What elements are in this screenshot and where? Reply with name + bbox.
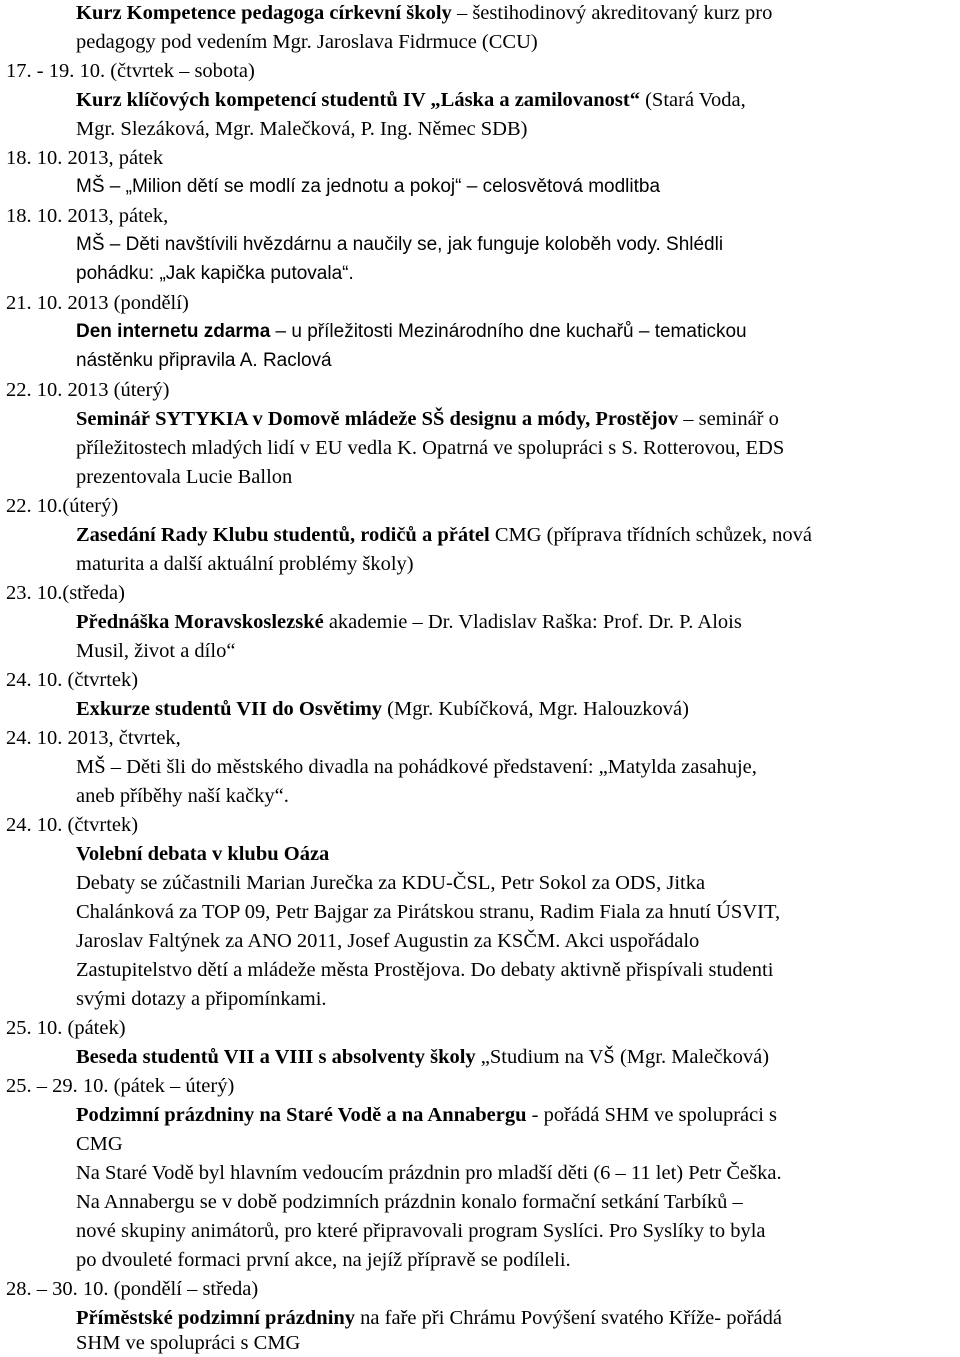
entry-line: Chalánková za TOP 09, Petr Bajgar za Pirátskou stranu, Radim Fiala za hnutí ÚSVIT, bbox=[76, 901, 781, 923]
entry-date: 17. - 19. 10. (čtvrtek – sobota) bbox=[6, 60, 255, 82]
entry-line: Seminář SYTYKIA v Domově mládeže SŠ designu a módy, Prostějov – seminář o bbox=[76, 408, 779, 430]
entry-date: 24. 10. (čtvrtek) bbox=[6, 669, 139, 691]
entry-line: Musil, život a dílo“ bbox=[76, 640, 236, 662]
entry-line: MŠ – Děti navštívili hvězdárnu a naučily se, jak funguje koloběh vody. Shlédli bbox=[76, 234, 724, 255]
entry-line: příležitostech mladých lidí v EU vedla K. Opatrná ve spolupráci s S. Rotterovou, EDS bbox=[76, 437, 785, 459]
entry-line: MŠ – Děti šli do městského divadla na pohádkové představení: „Matylda zasahuje, bbox=[76, 756, 757, 778]
entry-date: 23. 10.(středa) bbox=[6, 582, 125, 604]
entry-date: 25. 10. (pátek) bbox=[6, 1017, 126, 1039]
entry-heading: Volební debata v klubu Oáza bbox=[76, 843, 330, 865]
entry-line: Exkurze studentů VII do Osvětimy (Mgr. Kubíčková, Mgr. Halouzková) bbox=[76, 698, 689, 720]
entry-line: maturita a další aktuální problémy školy) bbox=[76, 553, 414, 575]
entry-date: 24. 10. (čtvrtek) bbox=[6, 814, 139, 836]
entry-line: Kurz Kompetence pedagoga církevní školy – šestihodinový akreditovaný kurz pro bbox=[76, 2, 773, 24]
entry-date: 28. – 30. 10. (pondělí – středa) bbox=[6, 1278, 259, 1300]
entry-line: Zastupitelstvo dětí a mládeže města Prostějova. Do debaty aktivně přispívali studenti bbox=[76, 959, 774, 981]
entry-line: SHM ve spolupráci s CMG bbox=[76, 1332, 301, 1354]
entry-line: nové skupiny animátorů, pro které připravovali program Syslíci. Pro Syslíky to byla bbox=[76, 1220, 766, 1242]
entry-line: svými dotazy a připomínkami. bbox=[76, 988, 327, 1010]
entry-line: MŠ – „Milion dětí se modlí za jednotu a pokoj“ – celosvětová modlitba bbox=[76, 176, 661, 197]
entry-line: CMG bbox=[76, 1133, 123, 1155]
entry-line: pedagogy pod vedením Mgr. Jaroslava Fidrmuce (CCU) bbox=[76, 31, 538, 53]
entry-line: po dvouleté formaci první akce, na jejíž přípravě se podíleli. bbox=[76, 1249, 571, 1271]
entry-date: 22. 10. 2013 (úterý) bbox=[6, 379, 170, 401]
entry-line: nástěnku připravila A. Raclová bbox=[76, 350, 332, 371]
entry-line: Zasedání Rady Klubu studentů, rodičů a přátel CMG (příprava třídních schůzek, nová bbox=[76, 524, 812, 546]
entry-line: Příměstské podzimní prázdniny na faře při Chrámu Povýšení svatého Kříže- pořádá bbox=[76, 1307, 782, 1329]
entry-line: Beseda studentů VII a VIII s absolventy školy „Studium na VŠ (Mgr. Malečková) bbox=[76, 1046, 770, 1068]
entry-line: prezentovala Lucie Ballon bbox=[76, 466, 293, 488]
entry-line: Na Staré Vodě byl hlavním vedoucím prázdnin pro mladší děti (6 – 11 let) Petr Češka. bbox=[76, 1162, 782, 1184]
entry-date: 21. 10. 2013 (pondělí) bbox=[6, 292, 189, 314]
entry-line: Mgr. Slezáková, Mgr. Malečková, P. Ing. Němec SDB) bbox=[76, 118, 528, 140]
entry-line: Kurz klíčových kompetencí studentů IV „Láska a zamilovanost“ (Stará Voda, bbox=[76, 89, 746, 111]
entry-date: 18. 10. 2013, pátek, bbox=[6, 205, 169, 227]
entry-date: 25. – 29. 10. (pátek – úterý) bbox=[6, 1075, 235, 1097]
entry-line: Jaroslav Faltýnek za ANO 2011, Josef Augustin za KSČM. Akci uspořádalo bbox=[76, 930, 700, 952]
entry-date: 18. 10. 2013, pátek bbox=[6, 147, 164, 169]
entry-line: pohádku: „Jak kapička putovala“. bbox=[76, 263, 354, 284]
entry-line: Na Annabergu se v době podzimních prázdnin konalo formační setkání Tarbíků – bbox=[76, 1191, 743, 1213]
entry-line: Debaty se zúčastnili Marian Jurečka za KDU-ČSL, Petr Sokol za ODS, Jitka bbox=[76, 872, 706, 894]
entry-line: aneb příběhy naší kačky“. bbox=[76, 785, 289, 807]
entry-line: Přednáška Moravskoslezské akademie – Dr. Vladislav Raška: Prof. Dr. P. Alois bbox=[76, 611, 742, 633]
entry-date: 22. 10.(úterý) bbox=[6, 495, 119, 517]
entry-date: 24. 10. 2013, čtvrtek, bbox=[6, 727, 181, 749]
entry-line: Den internetu zdarma – u příležitosti Mezinárodního dne kuchařů – tematickou bbox=[76, 321, 747, 342]
entry-line: Podzimní prázdniny na Staré Vodě a na Annabergu - pořádá SHM ve spolupráci s bbox=[76, 1104, 778, 1126]
